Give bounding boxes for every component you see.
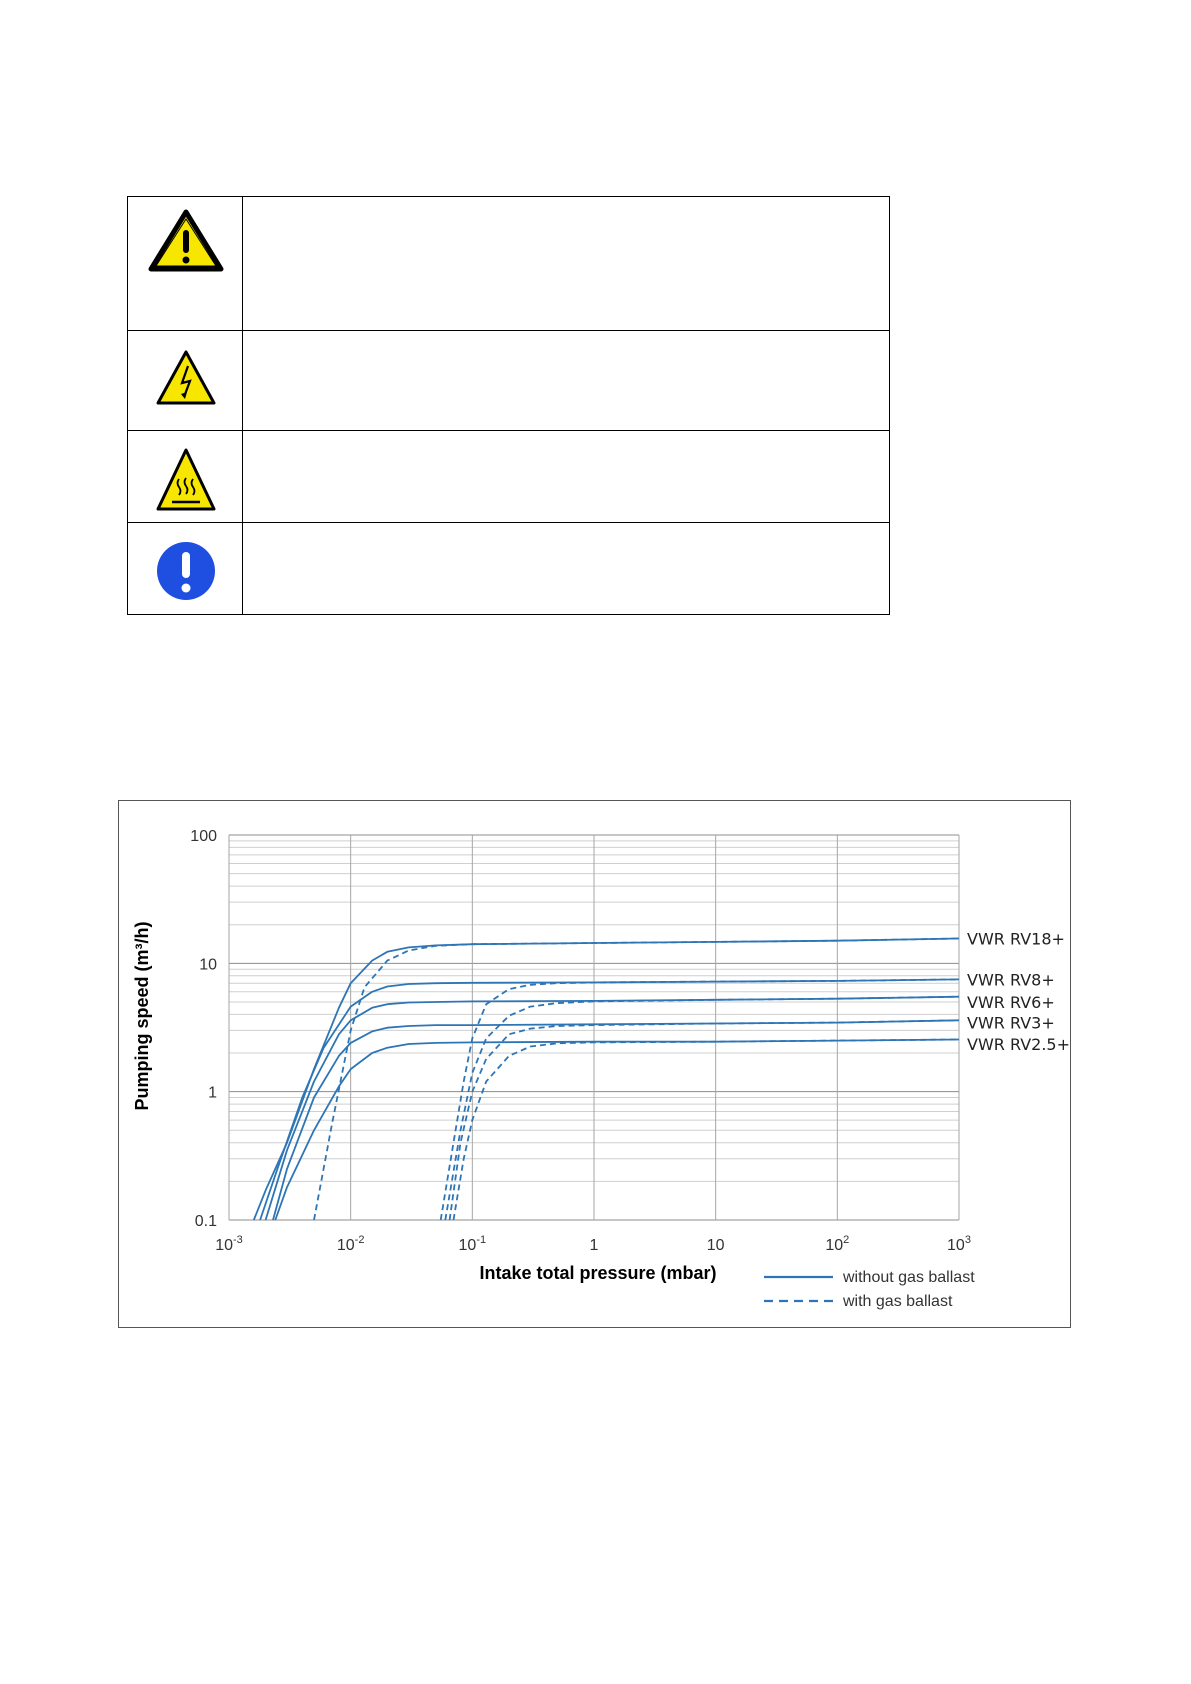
series-line-solid <box>260 979 959 1220</box>
pumping-speed-chart <box>118 800 1071 1328</box>
electrical-hazard-icon <box>128 331 242 425</box>
legend-label-dashed: with gas ballast <box>843 1293 953 1310</box>
symbol-text-cell <box>243 331 890 431</box>
symbol-row-general-warning <box>128 197 890 331</box>
y-tick-label: 0.1 <box>194 1213 217 1230</box>
y-tick-label: 10 <box>199 956 217 974</box>
series-name-label: VWR RV18+ <box>967 929 1065 949</box>
symbol-icon-cell <box>128 331 243 431</box>
x-tick-label: $10^3$ <box>947 1234 971 1254</box>
symbol-row-electrical <box>128 331 890 431</box>
x-tick-label: $10^{-2}$ <box>336 1234 365 1254</box>
series-name-label: VWR RV6+ <box>967 992 1055 1012</box>
symbol-icon-cell <box>128 197 243 331</box>
x-tick-label: $10^{-3}$ <box>215 1234 243 1254</box>
symbol-row-mandatory <box>128 523 890 615</box>
symbol-text-cell <box>243 523 890 615</box>
symbol-text-cell <box>243 431 890 523</box>
symbol-icon-cell <box>128 523 243 615</box>
chart-legend <box>764 1269 975 1310</box>
x-tick-label: $10^{-1}$ <box>458 1234 487 1254</box>
series-name-label: VWR RV3+ <box>967 1013 1055 1033</box>
series-line-dashed <box>454 1040 960 1221</box>
symbol-icon-cell <box>128 431 243 523</box>
series-line-dashed <box>441 979 959 1220</box>
general-warning-icon <box>128 197 242 325</box>
y-axis-title: Pumping speed (m³/h) <box>132 921 152 1111</box>
chart-canvas <box>119 801 1070 1327</box>
chart-grid <box>229 835 959 1220</box>
legend-label-solid: without gas ballast <box>843 1269 975 1286</box>
series-name-label: VWR RV8+ <box>967 970 1055 990</box>
series-line-solid <box>275 1040 959 1221</box>
y-tick-label: 1 <box>208 1084 217 1102</box>
x-tick-label: 10 <box>706 1237 725 1254</box>
x-tick-label: $10^2$ <box>825 1234 850 1254</box>
chart-series <box>254 939 959 1221</box>
x-tick-label: 1 <box>589 1237 599 1254</box>
hot-surface-icon <box>128 431 242 517</box>
symbol-row-hot-surface <box>128 431 890 523</box>
safety-symbols-table <box>127 196 890 615</box>
symbol-text-cell <box>243 197 890 331</box>
mandatory-action-icon <box>128 523 242 609</box>
x-axis-title: Intake total pressure (mbar) <box>479 1263 717 1283</box>
series-name-label: VWR RV2.5+ <box>967 1035 1070 1055</box>
y-tick-label: 100 <box>190 828 217 845</box>
chart-series-labels <box>967 930 1070 1054</box>
